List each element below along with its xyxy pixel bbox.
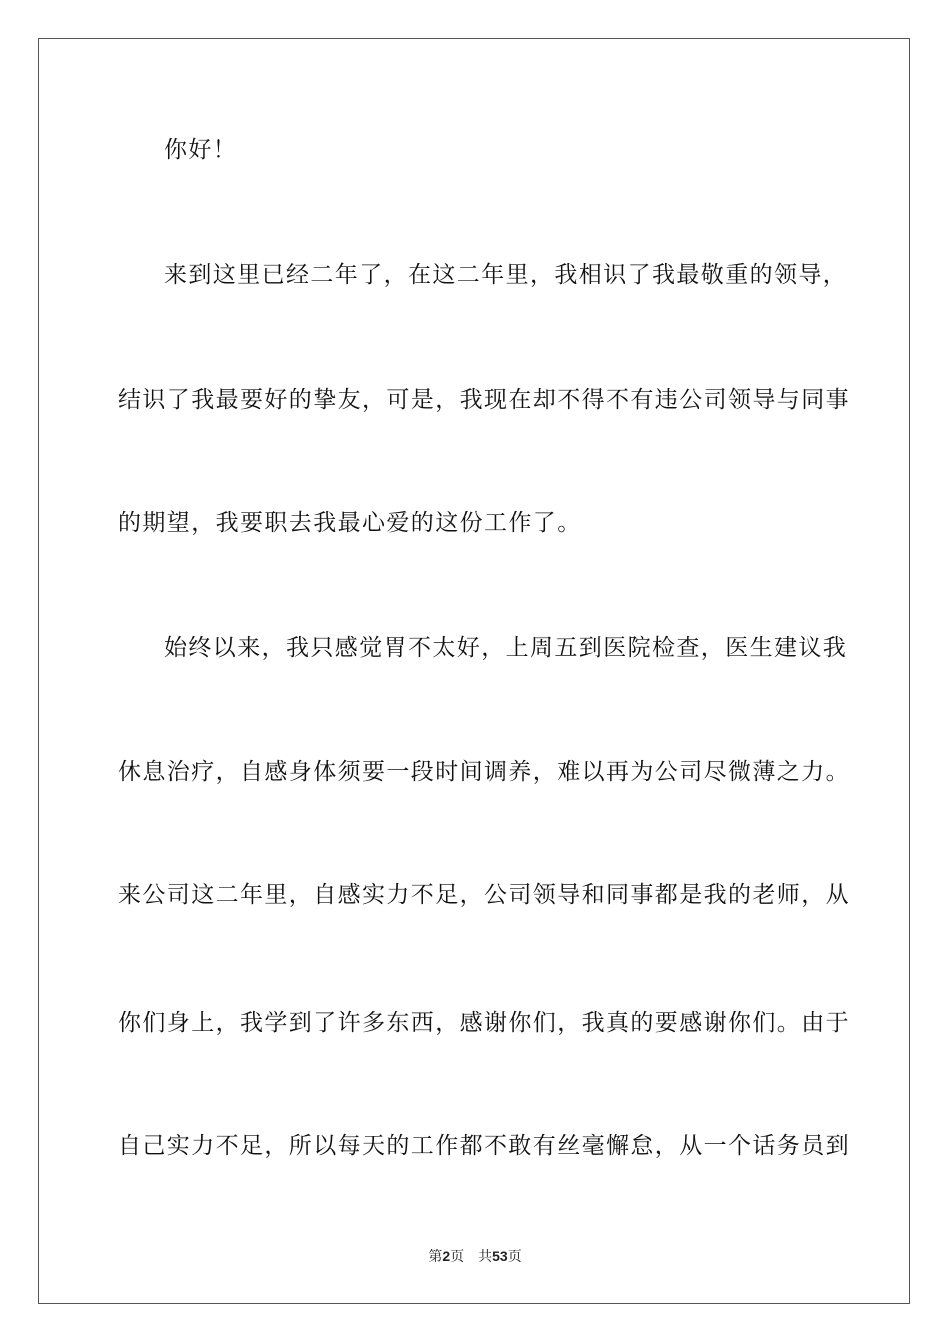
page-suffix: 页 — [450, 1249, 465, 1265]
body-line: 你们身上，我学到了许多东西，感谢你们，我真的要感谢你们。由于 — [118, 1010, 850, 1036]
total-pages: 53 — [492, 1248, 508, 1264]
body-line: 来公司这二年里，自感实力不足，公司领导和同事都是我的老师，从 — [118, 882, 850, 908]
body-line: 始终以来，我只感觉胃不太好，上周五到医院检查，医生建议我 — [164, 635, 848, 661]
greeting-line: 你好！ — [164, 137, 238, 163]
total-suffix: 页 — [507, 1249, 522, 1265]
page-footer — [0, 1247, 950, 1266]
page-frame — [38, 38, 910, 1304]
body-line: 的期望，我要职去我最心爱的这份工作了。 — [118, 510, 582, 536]
page-prefix: 第 — [428, 1249, 443, 1265]
page-number: 2 — [442, 1248, 451, 1264]
total-prefix: 共 — [478, 1249, 493, 1265]
body-line: 自己实力不足，所以每天的工作都不敢有丝毫懈怠，从一个话务员到 — [118, 1133, 850, 1159]
body-line: 来到这里已经二年了，在这二年里，我相识了我最敬重的领导， — [164, 262, 848, 288]
body-line: 休息治疗，自感身体须要一段时间调养，难以再为公司尽微薄之力。 — [118, 759, 850, 785]
body-line: 结识了我最要好的挚友，可是，我现在却不得不有违公司领导与同事 — [118, 387, 850, 413]
